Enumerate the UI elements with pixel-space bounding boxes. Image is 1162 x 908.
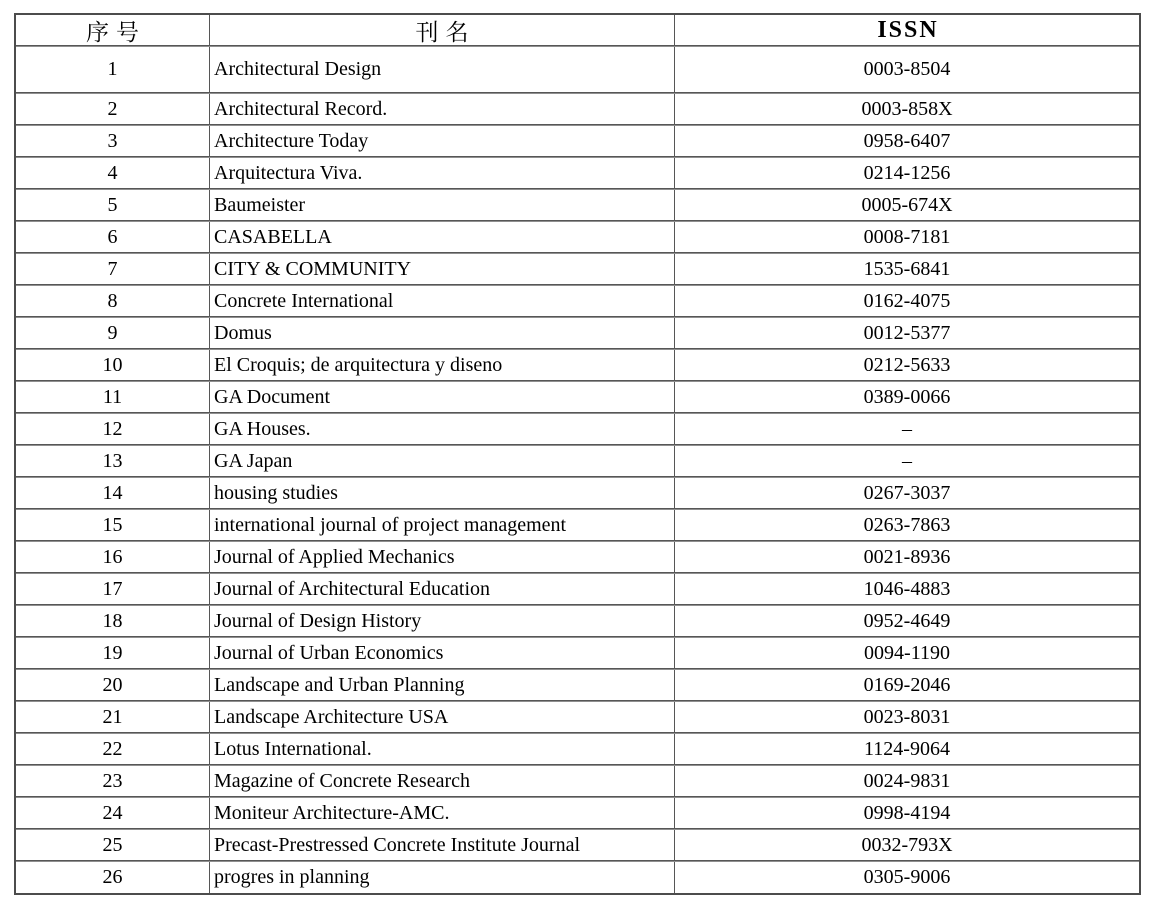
row-index: 20 — [102, 673, 123, 696]
table-row — [16, 765, 1139, 797]
journal-issn: 0952-4649 — [674, 606, 1139, 636]
journal-title: Precast-Prestressed Concrete Institute Journal — [209, 830, 674, 860]
journal-issn: 0267-3037 — [674, 478, 1139, 508]
row-index: 15 — [102, 513, 123, 536]
row-index: 9 — [107, 321, 118, 344]
row-index: 17 — [102, 577, 123, 600]
table-header-row — [16, 15, 1139, 46]
table-row — [16, 253, 1139, 285]
column-header-title — [209, 15, 674, 45]
journal-title: Baumeister — [209, 190, 674, 220]
journal-issn: 1046-4883 — [674, 574, 1139, 604]
table-row — [16, 541, 1139, 573]
row-index: 19 — [102, 641, 123, 664]
journal-title: Architecture Today — [209, 126, 674, 156]
journal-issn: 0162-4075 — [674, 286, 1139, 316]
column-header-index — [16, 15, 209, 45]
journal-title: Journal of Architectural Education — [209, 574, 674, 604]
journal-issn: – — [674, 446, 1139, 476]
journal-issn: 0012-5377 — [674, 318, 1139, 348]
row-index: 8 — [107, 289, 118, 312]
journal-title: Architectural Design — [209, 47, 674, 92]
row-index: 16 — [102, 545, 123, 568]
journal-table — [14, 13, 1141, 895]
journal-title: Journal of Applied Mechanics — [209, 542, 674, 572]
journal-title: international journal of project management — [209, 510, 674, 540]
journal-issn: 0008-7181 — [674, 222, 1139, 252]
row-index: 6 — [107, 225, 118, 248]
row-index: 26 — [102, 866, 123, 888]
table-row — [16, 509, 1139, 541]
column-header-issn-label: ISSN — [877, 16, 939, 43]
journal-issn: 0094-1190 — [674, 638, 1139, 668]
row-index: 7 — [107, 257, 118, 280]
journal-issn: 0021-8936 — [674, 542, 1139, 572]
table-row — [16, 413, 1139, 445]
journal-issn: 0169-2046 — [674, 670, 1139, 700]
journal-issn: 1535-6841 — [674, 254, 1139, 284]
table-row — [16, 477, 1139, 509]
table-row — [16, 93, 1139, 125]
journal-title: Architectural Record. — [209, 94, 674, 124]
table-row — [16, 605, 1139, 637]
row-index: 2 — [107, 97, 118, 120]
journal-title: progres in planning — [209, 862, 674, 893]
journal-title: Journal of Urban Economics — [209, 638, 674, 668]
journal-title: Landscape Architecture USA — [209, 702, 674, 732]
column-header-title-label: 刊名 — [415, 19, 476, 45]
journal-issn: 0023-8031 — [674, 702, 1139, 732]
row-index: 12 — [102, 417, 123, 440]
table-row — [16, 189, 1139, 221]
table-row — [16, 573, 1139, 605]
table-row — [16, 317, 1139, 349]
column-header-issn — [674, 15, 1139, 45]
row-index: 23 — [102, 769, 123, 792]
row-index: 24 — [102, 801, 123, 824]
journal-title: Lotus International. — [209, 734, 674, 764]
journal-issn: 0005-674X — [674, 190, 1139, 220]
row-index: 10 — [102, 353, 123, 376]
journal-issn: – — [674, 414, 1139, 444]
journal-issn: 0003-858X — [674, 94, 1139, 124]
journal-title: Arquitectura Viva. — [209, 158, 674, 188]
journal-issn: 0212-5633 — [674, 350, 1139, 380]
table-row — [16, 861, 1139, 893]
journal-title: Journal of Design History — [209, 606, 674, 636]
row-index: 18 — [102, 609, 123, 632]
journal-title: GA Houses. — [209, 414, 674, 444]
table-row — [16, 349, 1139, 381]
table-row — [16, 445, 1139, 477]
row-index: 14 — [102, 481, 123, 504]
row-index: 3 — [107, 129, 118, 152]
table-row — [16, 733, 1139, 765]
table-row — [16, 285, 1139, 317]
row-index: 5 — [107, 193, 118, 216]
journal-title: housing studies — [209, 478, 674, 508]
row-index: 4 — [107, 161, 118, 184]
journal-issn: 0263-7863 — [674, 510, 1139, 540]
row-index: 11 — [102, 385, 123, 408]
table-row — [16, 221, 1139, 253]
table-row — [16, 46, 1139, 93]
journal-issn: 0214-1256 — [674, 158, 1139, 188]
table-row — [16, 637, 1139, 669]
journal-issn: 0024-9831 — [674, 766, 1139, 796]
journal-title: Landscape and Urban Planning — [209, 670, 674, 700]
row-index: 13 — [102, 449, 123, 472]
journal-issn: 0998-4194 — [674, 798, 1139, 828]
journal-issn: 0389-0066 — [674, 382, 1139, 412]
table-row — [16, 157, 1139, 189]
journal-issn: 0958-6407 — [674, 126, 1139, 156]
journal-title: GA Document — [209, 382, 674, 412]
table-row — [16, 125, 1139, 157]
table-row — [16, 381, 1139, 413]
table-row — [16, 701, 1139, 733]
journal-title: Concrete International — [209, 286, 674, 316]
row-index: 1 — [107, 58, 118, 80]
journal-issn: 0032-793X — [674, 830, 1139, 860]
journal-title: Domus — [209, 318, 674, 348]
journal-title: GA Japan — [209, 446, 674, 476]
journal-issn: 1124-9064 — [674, 734, 1139, 764]
journal-title: CITY & COMMUNITY — [209, 254, 674, 284]
row-index: 22 — [102, 737, 123, 760]
table-row — [16, 829, 1139, 861]
column-header-index-label: 序号 — [86, 19, 146, 45]
journal-issn: 0305-9006 — [674, 862, 1139, 893]
journal-issn: 0003-8504 — [674, 47, 1139, 92]
journal-title: Moniteur Architecture-AMC. — [209, 798, 674, 828]
row-index: 21 — [102, 705, 123, 728]
journal-title: CASABELLA — [209, 222, 674, 252]
row-index: 25 — [102, 833, 123, 856]
journal-title: El Croquis; de arquitectura y diseno — [209, 350, 674, 380]
journal-title: Magazine of Concrete Research — [209, 766, 674, 796]
table-row — [16, 797, 1139, 829]
table-row — [16, 669, 1139, 701]
